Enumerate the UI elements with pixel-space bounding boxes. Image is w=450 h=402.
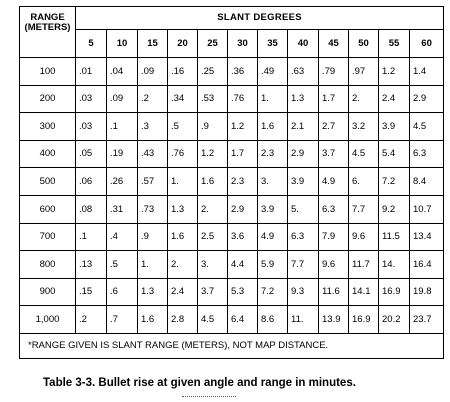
value-cell: 16.9 <box>349 306 379 334</box>
value-cell: 7.2 <box>379 168 410 196</box>
value-cell: .76 <box>228 85 258 113</box>
value-cell: .7 <box>107 306 138 334</box>
value-cell: 6.4 <box>228 306 258 334</box>
value-cell: .26 <box>107 168 138 196</box>
value-cell: 6.3 <box>410 140 444 168</box>
range-cell: 600 <box>20 195 76 223</box>
value-cell: 7.7 <box>349 195 379 223</box>
value-cell: .1 <box>76 223 107 251</box>
value-cell: 7.9 <box>319 223 349 251</box>
value-cell: 1. <box>168 168 198 196</box>
value-cell: 1.6 <box>138 306 168 334</box>
value-cell: 14. <box>379 251 410 279</box>
footnote-row <box>20 333 444 358</box>
table-caption: Table 3-3. Bullet rise at given angle and range in minutes. <box>43 377 356 389</box>
table-row <box>20 306 444 334</box>
degree-header-cell: 40 <box>288 30 319 58</box>
degree-header-cell: 50 <box>349 30 379 58</box>
range-cell: 900 <box>20 278 76 306</box>
value-cell: 2.1 <box>288 113 319 141</box>
value-cell: .5 <box>107 251 138 279</box>
value-cell: .05 <box>76 140 107 168</box>
value-cell: 14.1 <box>349 278 379 306</box>
value-cell: 1.2 <box>228 113 258 141</box>
value-cell: 3.7 <box>198 278 228 306</box>
value-cell: .09 <box>138 58 168 86</box>
value-cell: 7.2 <box>258 278 288 306</box>
table-row <box>20 195 444 223</box>
value-cell: 1.2 <box>198 140 228 168</box>
bullet-rise-table <box>19 6 444 359</box>
value-cell: 6. <box>349 168 379 196</box>
value-cell: 2.7 <box>319 113 349 141</box>
degree-header-cell: 15 <box>138 30 168 58</box>
value-cell: 3.9 <box>379 113 410 141</box>
value-cell: 5.4 <box>379 140 410 168</box>
value-cell: .09 <box>107 85 138 113</box>
degree-header-cell: 20 <box>168 30 198 58</box>
value-cell: 2.9 <box>410 85 444 113</box>
value-cell: 11.7 <box>349 251 379 279</box>
value-cell: 5.3 <box>228 278 258 306</box>
range-header-line2: (METERS) <box>24 21 71 33</box>
value-cell: .2 <box>76 306 107 334</box>
degree-header-cell: 10 <box>107 30 138 58</box>
value-cell: 8.4 <box>410 168 444 196</box>
degree-header-cell: 60 <box>410 30 444 58</box>
value-cell: .16 <box>168 58 198 86</box>
value-cell: 3.2 <box>349 113 379 141</box>
value-cell: 19.8 <box>410 278 444 306</box>
value-cell: .5 <box>168 113 198 141</box>
table-row <box>20 278 444 306</box>
value-cell: 4.9 <box>258 223 288 251</box>
value-cell: 1.3 <box>288 85 319 113</box>
value-cell: .43 <box>138 140 168 168</box>
value-cell: 1.3 <box>168 195 198 223</box>
value-cell: 16.4 <box>410 251 444 279</box>
value-cell: 1.4 <box>410 58 444 86</box>
range-cell: 100 <box>20 58 76 86</box>
value-cell: 9.3 <box>288 278 319 306</box>
value-cell: .34 <box>168 85 198 113</box>
value-cell: .03 <box>76 85 107 113</box>
value-cell: .76 <box>168 140 198 168</box>
value-cell: 3. <box>258 168 288 196</box>
range-cell: 1,000 <box>20 306 76 334</box>
value-cell: 9.6 <box>319 251 349 279</box>
table-row <box>20 140 444 168</box>
value-cell: 1.7 <box>319 85 349 113</box>
value-cell: .15 <box>76 278 107 306</box>
value-cell: 2. <box>198 195 228 223</box>
table-row <box>20 223 444 251</box>
value-cell: 3. <box>198 251 228 279</box>
value-cell: .03 <box>76 113 107 141</box>
value-cell: .6 <box>107 278 138 306</box>
value-cell: .2 <box>138 85 168 113</box>
range-cell: 700 <box>20 223 76 251</box>
range-cell: 400 <box>20 140 76 168</box>
value-cell: 2.9 <box>228 195 258 223</box>
value-cell: .25 <box>198 58 228 86</box>
value-cell: 1.2 <box>379 58 410 86</box>
range-cell: 300 <box>20 113 76 141</box>
value-cell: 16.9 <box>379 278 410 306</box>
value-cell: 20.2 <box>379 306 410 334</box>
value-cell: 2.5 <box>198 223 228 251</box>
value-cell: .19 <box>107 140 138 168</box>
value-cell: 2. <box>168 251 198 279</box>
degree-header-row <box>20 30 444 58</box>
value-cell: 4.5 <box>198 306 228 334</box>
table-row <box>20 168 444 196</box>
value-cell: .04 <box>107 58 138 86</box>
value-cell: 4.9 <box>319 168 349 196</box>
value-cell: 4.5 <box>410 113 444 141</box>
value-cell: .9 <box>198 113 228 141</box>
value-cell: 2. <box>349 85 379 113</box>
value-cell: .31 <box>107 195 138 223</box>
range-cell: 200 <box>20 85 76 113</box>
value-cell: .79 <box>319 58 349 86</box>
value-cell: 13.9 <box>319 306 349 334</box>
value-cell: 4.5 <box>349 140 379 168</box>
value-cell: .63 <box>288 58 319 86</box>
value-cell: 1.6 <box>258 113 288 141</box>
value-cell: 11.6 <box>319 278 349 306</box>
value-cell: .36 <box>228 58 258 86</box>
footnote: *RANGE GIVEN IS SLANT RANGE (METERS), NOT MAP DISTANCE. <box>20 333 444 358</box>
slant-header-row <box>20 7 444 30</box>
degree-header-cell: 30 <box>228 30 258 58</box>
value-cell: .1 <box>107 113 138 141</box>
value-cell: 6.3 <box>319 195 349 223</box>
degree-header-cell: 35 <box>258 30 288 58</box>
value-cell: 9.6 <box>349 223 379 251</box>
value-cell: 3.9 <box>258 195 288 223</box>
value-cell: .08 <box>76 195 107 223</box>
value-cell: 2.4 <box>168 278 198 306</box>
value-cell: 13.4 <box>410 223 444 251</box>
value-cell: 10.7 <box>410 195 444 223</box>
range-header-line1: RANGE <box>30 12 65 23</box>
value-cell: .4 <box>107 223 138 251</box>
value-cell: 1.3 <box>138 278 168 306</box>
value-cell: 2.3 <box>228 168 258 196</box>
document-page <box>19 6 443 359</box>
value-cell: .13 <box>76 251 107 279</box>
table-row <box>20 85 444 113</box>
value-cell: 23.7 <box>410 306 444 334</box>
range-cell: 500 <box>20 168 76 196</box>
value-cell: 11.5 <box>379 223 410 251</box>
table-body <box>20 58 444 334</box>
degree-header-cell: 25 <box>198 30 228 58</box>
degree-header-cell: 5 <box>76 30 107 58</box>
value-cell: 2.8 <box>168 306 198 334</box>
value-cell: 5.9 <box>258 251 288 279</box>
value-cell: 3.7 <box>319 140 349 168</box>
table-row <box>20 113 444 141</box>
degree-header-cell: 55 <box>379 30 410 58</box>
page-artifact <box>182 396 236 400</box>
value-cell: 1.6 <box>168 223 198 251</box>
value-cell: 5. <box>288 195 319 223</box>
value-cell: .73 <box>138 195 168 223</box>
value-cell: .97 <box>349 58 379 86</box>
range-column-header <box>20 7 76 58</box>
value-cell: .49 <box>258 58 288 86</box>
table-row <box>20 251 444 279</box>
value-cell: 1.6 <box>198 168 228 196</box>
value-cell: 8.6 <box>258 306 288 334</box>
value-cell: 11. <box>288 306 319 334</box>
value-cell: 3.9 <box>288 168 319 196</box>
value-cell: 1.7 <box>228 140 258 168</box>
value-cell: .9 <box>138 223 168 251</box>
value-cell: 1. <box>138 251 168 279</box>
value-cell: .53 <box>198 85 228 113</box>
value-cell: 7.7 <box>288 251 319 279</box>
slant-degrees-header: SLANT DEGREES <box>76 7 444 30</box>
value-cell: 2.9 <box>288 140 319 168</box>
value-cell: .57 <box>138 168 168 196</box>
degree-header-cell: 45 <box>319 30 349 58</box>
value-cell: 1. <box>258 85 288 113</box>
value-cell: 2.3 <box>258 140 288 168</box>
value-cell: .01 <box>76 58 107 86</box>
table-row <box>20 58 444 86</box>
range-cell: 800 <box>20 251 76 279</box>
value-cell: 2.4 <box>379 85 410 113</box>
value-cell: 6.3 <box>288 223 319 251</box>
value-cell: 4.4 <box>228 251 258 279</box>
value-cell: .06 <box>76 168 107 196</box>
value-cell: 3.6 <box>228 223 258 251</box>
value-cell: 9.2 <box>379 195 410 223</box>
value-cell: .3 <box>138 113 168 141</box>
